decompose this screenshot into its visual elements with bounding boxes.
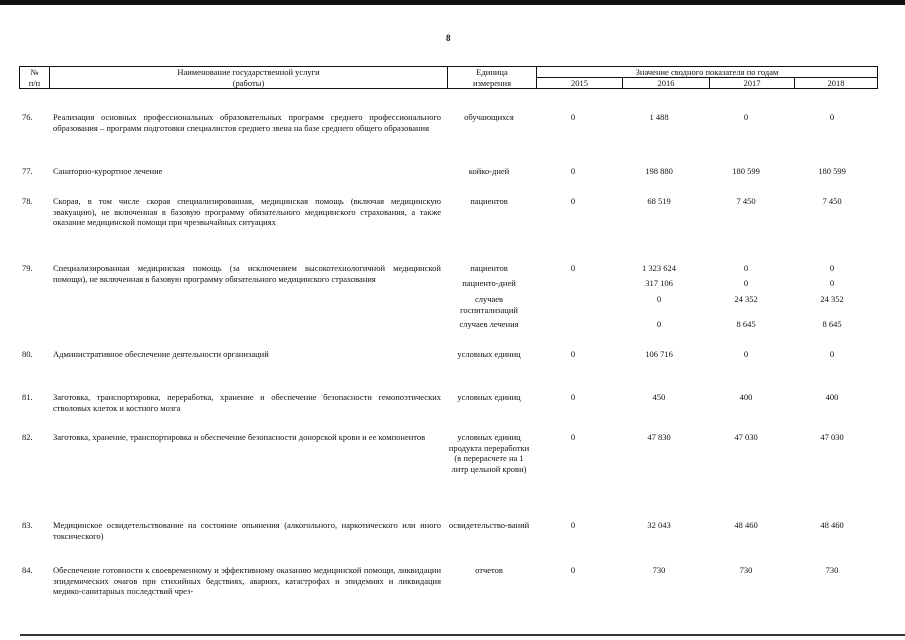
value-2018: 400 <box>825 392 839 402</box>
value-2016: 1 488 <box>649 112 669 122</box>
row-number: 77. <box>22 166 33 176</box>
value-2018: 0 <box>829 263 835 273</box>
value-2018: 48 460 <box>820 520 844 530</box>
scan-top-border <box>0 0 905 5</box>
row-number: 82. <box>22 432 33 442</box>
value-2015: 0 <box>570 263 576 273</box>
value-2016: 0 <box>656 294 662 304</box>
service-name: Заготовка, транспортировка, переработка, хранение и обеспечение безопасности гемопоэтических стволовых клеток и костного мозга <box>53 392 441 413</box>
header-name: Наименование государственной услуги <box>50 67 448 78</box>
value-2016: 730 <box>652 565 666 575</box>
unit: условных единиц продукта переработки (в перерасчете на 1 литр цельной крови) <box>448 432 530 474</box>
value-2018: 24 352 <box>820 294 844 304</box>
value-2015: 0 <box>570 349 576 359</box>
unit: условных единиц <box>457 392 521 402</box>
value-2018: 730 <box>825 565 839 575</box>
unit: отчетов <box>475 565 503 575</box>
header-num-sub: п/п <box>20 78 50 89</box>
service-name: Заготовка, хранение, транспортировка и обеспечение безопасности донорской крови и ее компонентов <box>53 432 426 442</box>
row-number: 83. <box>22 520 33 530</box>
value-2018: 7 450 <box>822 196 842 206</box>
value-2015: 0 <box>570 565 576 575</box>
value-2016: 47 830 <box>647 432 671 442</box>
value-2016: 198 880 <box>645 166 673 176</box>
page-number: 8 <box>446 33 451 43</box>
value-2018: 0 <box>829 349 835 359</box>
row-number: 80. <box>22 349 33 359</box>
value-2018: 180 599 <box>818 166 846 176</box>
unit: пациенто-дней <box>462 278 516 288</box>
service-name: Административное обеспечение деятельности организаций <box>53 349 269 359</box>
service-name: Медицинское освидетельствование на состояние опьянения (алкогольного, наркотического или иного токсического) <box>53 520 441 541</box>
header-year-2015: 2015 <box>537 78 623 89</box>
value-2015: 0 <box>570 432 576 442</box>
value-2017: 400 <box>739 392 753 402</box>
unit: случаев госпитализаций <box>460 294 518 315</box>
value-2017: 7 450 <box>736 196 756 206</box>
value-2015: 0 <box>570 392 576 402</box>
header-year-2016: 2016 <box>623 78 710 89</box>
value-2016: 0 <box>656 319 662 329</box>
value-2017: 24 352 <box>734 294 758 304</box>
unit: обучающихся <box>464 112 514 122</box>
header-num: № <box>20 67 50 78</box>
value-2017: 730 <box>739 565 753 575</box>
row-number: 84. <box>22 565 33 575</box>
value-2017: 0 <box>743 278 749 288</box>
row-number: 79. <box>22 263 33 273</box>
unit: пациентов <box>470 196 508 206</box>
unit: пациентов <box>470 263 508 273</box>
unit: случаев лечения <box>459 319 519 329</box>
value-2016: 106 716 <box>645 349 673 359</box>
row-number: 78. <box>22 196 33 206</box>
service-name: Специализированная медицинская помощь (за исключением высокотехнологичной медицинской помощи), не включенная в базовую программу обязательного медицинского страхования <box>53 263 441 284</box>
value-2017: 0 <box>743 263 749 273</box>
scan-bottom-border <box>20 634 905 636</box>
service-name: Реализация основных профессиональных образовательных программ среднего профессионального образования – программ подготовки специалистов среднего звена на базе среднего общего образования <box>53 112 441 133</box>
value-2017: 48 460 <box>734 520 758 530</box>
value-2015: 0 <box>570 112 576 122</box>
value-2016: 68 519 <box>647 196 671 206</box>
value-2015: 0 <box>570 166 576 176</box>
value-2015: 0 <box>570 520 576 530</box>
service-name: Обеспечение готовности к своевременному и эффективному оказанию медицинской помощи, ликвидации эпидемических очагов при стихийных бедствиях, авариях, катастрофах и эпидемиях и ликвидация медико-санитарных последствий чрез- <box>53 565 441 596</box>
value-2018: 0 <box>829 278 835 288</box>
header-values: Значение сводного показателя по годам <box>537 67 878 78</box>
value-2015: 0 <box>570 196 576 206</box>
table-header <box>19 66 878 89</box>
value-2016: 450 <box>652 392 666 402</box>
unit: койко-дней <box>468 166 510 176</box>
service-name: Скорая, в том числе скорая специализированная, медицинская помощь (включая медицинскую эвакуацию), не включенная в базовую программу обязательного медицинского страхования, а также оказание медицинской помощи при чрезвычайных ситуациях <box>53 196 441 227</box>
header-year-2018: 2018 <box>795 78 878 89</box>
value-2016: 32 043 <box>647 520 671 530</box>
value-2016: 1 323 624 <box>642 263 676 273</box>
value-2017: 0 <box>743 112 749 122</box>
value-2018: 47 030 <box>820 432 844 442</box>
service-name: Санаторно-курортное лечение <box>53 166 163 176</box>
value-2018: 0 <box>829 112 835 122</box>
header-year-2017: 2017 <box>710 78 795 89</box>
unit: освидетельство-ваний <box>448 520 530 530</box>
row-number: 81. <box>22 392 33 402</box>
header-unit: Единица <box>448 67 537 78</box>
unit: условных единиц <box>457 349 521 359</box>
value-2017: 0 <box>743 349 749 359</box>
header-unit-sub: измерения <box>448 78 537 89</box>
row-number: 76. <box>22 112 33 122</box>
value-2017: 47 030 <box>734 432 758 442</box>
value-2017: 8 645 <box>736 319 756 329</box>
value-2016: 317 106 <box>645 278 673 288</box>
value-2017: 180 599 <box>732 166 760 176</box>
header-name-sub: (работы) <box>50 78 448 89</box>
value-2018: 8 645 <box>822 319 842 329</box>
